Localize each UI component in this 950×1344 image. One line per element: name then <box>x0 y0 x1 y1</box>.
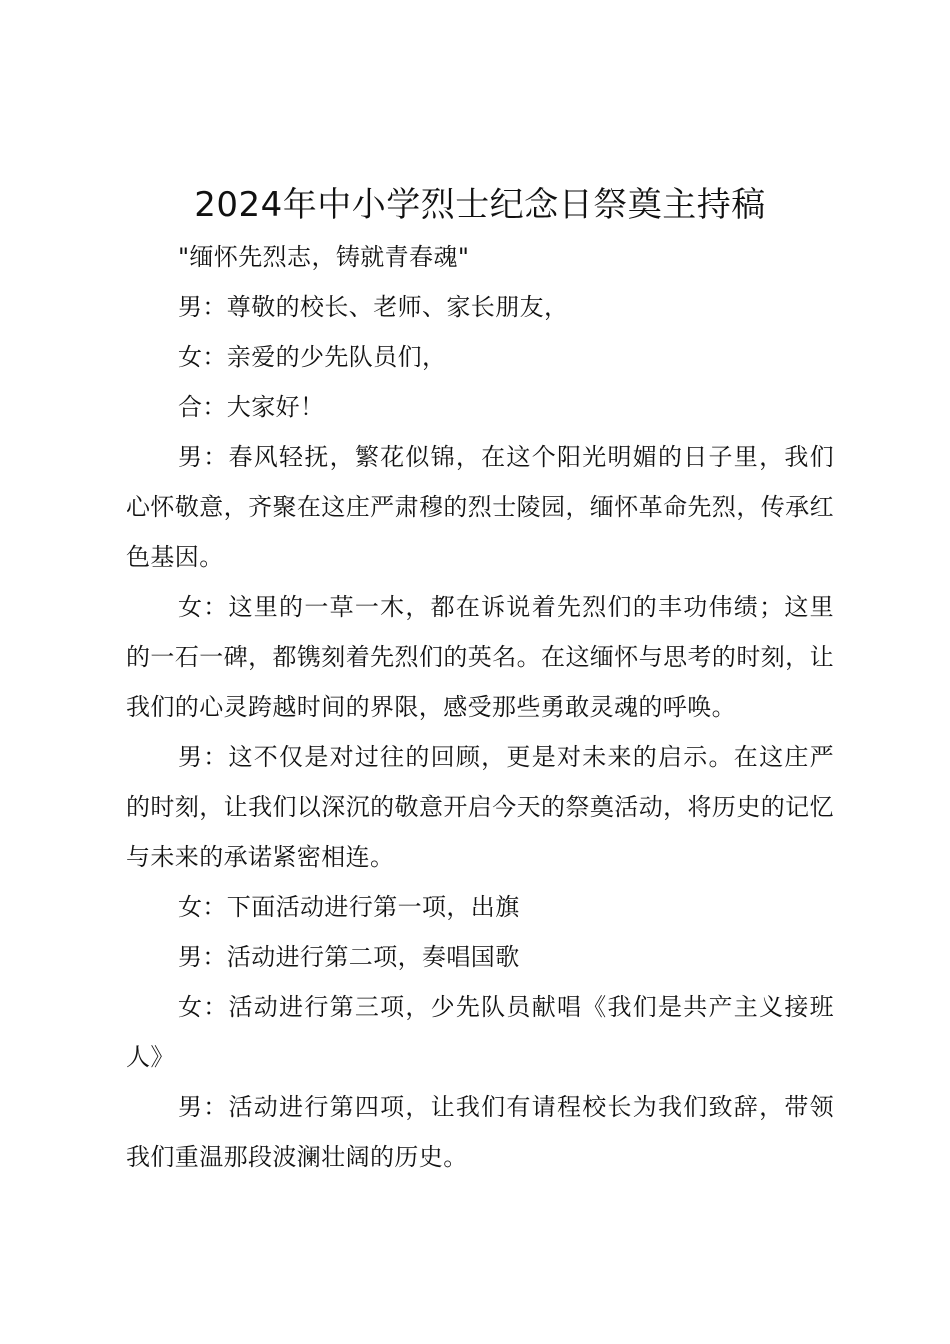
document-body <box>126 232 834 1182</box>
paragraph-opening-male: 男：春风轻抚，繁花似锦，在这个阳光明媚的日子里，我们心怀敬意，齐聚在这庄严肃穆的烈士陵园，缅怀革命先烈，传承红色基因。 <box>126 443 834 571</box>
document-title: 2024年中小学烈士纪念日祭奠主持稿 <box>194 185 766 225</box>
paragraph-greeting-together: 合：大家好！ <box>178 393 325 421</box>
paragraph-opening-female: 女：这里的一草一木，都在诉说着先烈们的丰功伟绩；这里的一石一碑，都镌刻着先烈们的英名。在这缅怀与思考的时刻，让我们的心灵跨越时间的界限，感受那些勇敢灵魂的呼唤。 <box>126 593 834 721</box>
paragraph-item-4: 男：活动进行第四项，让我们有请程校长为我们致辞，带领我们重温那段波澜壮阔的历史。 <box>126 1093 834 1171</box>
paragraph-item-3: 女：活动进行第三项，少先队员献唱《我们是共产主义接班人》 <box>126 993 834 1071</box>
paragraph-theme: "缅怀先烈志，铸就青春魂" <box>178 243 470 271</box>
paragraph-item-2: 男：活动进行第二项，奏唱国歌 <box>178 943 520 971</box>
paragraph-opening-male-2: 男：这不仅是对过往的回顾，更是对未来的启示。在这庄严的时刻，让我们以深沉的敬意开启今天的祭奠活动，将历史的记忆与未来的承诺紧密相连。 <box>126 743 834 871</box>
paragraph-item-1: 女：下面活动进行第一项，出旗 <box>178 893 520 921</box>
paragraph-greeting-male: 男：尊敬的校长、老师、家长朋友， <box>178 293 569 321</box>
paragraph-greeting-female: 女：亲爱的少先队员们， <box>178 343 447 371</box>
